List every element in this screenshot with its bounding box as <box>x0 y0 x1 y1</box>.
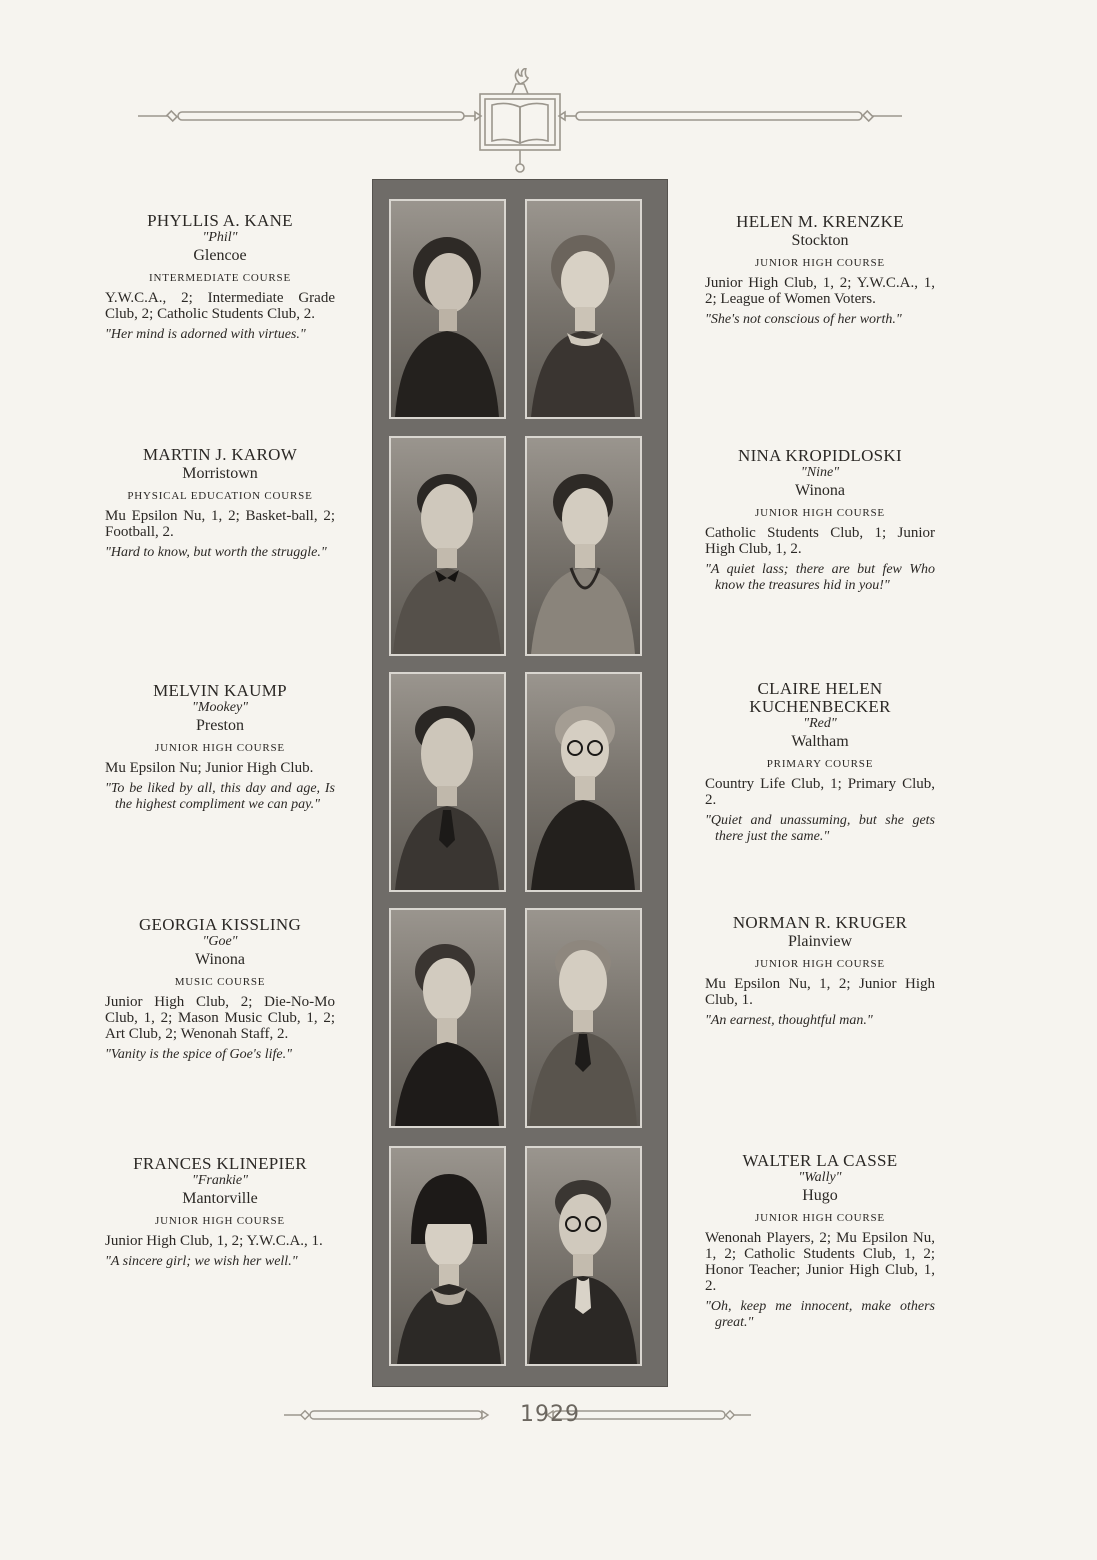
student-entry <box>105 682 335 813</box>
student-nickname: "Frankie" <box>191 1173 249 1188</box>
student-nickname: "Mookey" <box>191 700 249 715</box>
student-course: JUNIOR HIGH COURSE <box>755 507 885 519</box>
portrait-photo-claire-kuchenbecker <box>525 672 642 892</box>
student-name: PHYLLIS A. KANE <box>147 211 293 230</box>
student-course: JUNIOR HIGH COURSE <box>755 257 885 269</box>
male-portrait-icon <box>527 910 640 1126</box>
student-nickname: "Phil" <box>202 230 238 245</box>
student-name: NORMAN R. KRUGER <box>732 913 908 932</box>
student-hometown: Waltham <box>791 733 849 750</box>
student-activities: Y.W.C.A., 2; Intermediate Grade Club, 2; Catholic Students Club, 2. <box>105 290 335 322</box>
student-entry <box>105 446 335 561</box>
student-hometown: Plainview <box>788 933 852 950</box>
student-course: JUNIOR HIGH COURSE <box>155 1215 285 1227</box>
student-quote: "She's not conscious of her worth." <box>705 312 902 327</box>
student-activities: Junior High Club, 1, 2; Y.W.C.A., 1, 2; League of Women Voters. <box>705 275 935 307</box>
student-entry <box>105 916 335 1063</box>
student-name: CLAIRE HELEN KUCHENBECKER <box>749 679 891 716</box>
male-portrait-icon <box>391 674 504 890</box>
student-name: GEORGIA KISSLING <box>138 915 302 934</box>
header-ornament <box>130 68 910 174</box>
student-hometown: Hugo <box>802 1187 838 1204</box>
student-quote: "Quiet and unassuming, but she gets there just the same." <box>705 813 935 844</box>
student-entry <box>705 914 935 1029</box>
portrait-photo-melvin-kaump <box>389 672 506 892</box>
portrait-photo-phyllis-kane <box>389 199 506 419</box>
student-name: HELEN M. KRENZKE <box>736 212 904 231</box>
student-name: WALTER LA CASSE <box>742 1151 898 1170</box>
portrait-photo-nina-kropidloski <box>525 436 642 656</box>
student-activities: Catholic Students Club, 1; Junior High Club, 1, 2. <box>705 525 935 557</box>
portrait-photo-georgia-kissling <box>389 908 506 1128</box>
student-activities: Wenonah Players, 2; Mu Epsilon Nu, 1, 2; Catholic Students Club, 1, 2; Honor Teacher; Junior High Club, 1, 2. <box>705 1230 935 1294</box>
student-nickname: "Wally" <box>798 1170 842 1185</box>
student-course: INTERMEDIATE COURSE <box>148 272 291 284</box>
female-portrait-icon <box>527 674 640 890</box>
male-portrait-icon <box>391 438 504 654</box>
student-course: MUSIC COURSE <box>174 976 266 988</box>
student-nickname: "Goe" <box>202 934 238 949</box>
student-hometown: Mantorville <box>182 1190 258 1207</box>
portrait-photo-walter-la-casse <box>525 1146 642 1366</box>
student-entry <box>705 680 935 845</box>
student-nickname: "Nine" <box>800 465 840 480</box>
female-portrait-icon <box>391 910 504 1126</box>
student-activities: Mu Epsilon Nu; Junior High Club. <box>105 760 314 776</box>
student-name: MELVIN KAUMP <box>153 681 287 700</box>
student-hometown: Morristown <box>182 465 258 482</box>
male-portrait-icon <box>527 1148 640 1364</box>
student-activities: Country Life Club, 1; Primary Club, 2. <box>705 776 935 808</box>
student-quote: "A sincere girl; we wish her well." <box>105 1254 298 1269</box>
student-quote: "Her mind is adorned with virtues." <box>105 327 306 342</box>
student-entry <box>105 212 335 343</box>
student-activities: Junior High Club, 1, 2; Y.W.C.A., 1. <box>105 1233 323 1249</box>
portrait-photo-martin-karow <box>389 436 506 656</box>
portrait-photo-norman-kruger <box>525 908 642 1128</box>
student-course: JUNIOR HIGH COURSE <box>755 958 885 970</box>
student-hometown: Winona <box>794 482 845 499</box>
female-portrait-icon <box>527 438 640 654</box>
student-hometown: Glencoe <box>193 247 247 264</box>
student-nickname: "Red" <box>803 716 837 731</box>
page-year: 1929 <box>520 1402 580 1427</box>
student-entry <box>105 1155 335 1270</box>
student-hometown: Winona <box>194 951 245 968</box>
student-entry <box>705 213 935 328</box>
student-quote: "To be liked by all, this day and age, Is the highest compliment we can pay." <box>105 781 335 812</box>
student-quote: "A quiet lass; there are but few Who know the treasures hid in you!" <box>705 562 935 593</box>
female-portrait-icon <box>391 1148 504 1364</box>
student-course: JUNIOR HIGH COURSE <box>755 1212 885 1224</box>
student-quote: "Hard to know, but worth the struggle." <box>105 545 327 560</box>
student-activities: Mu Epsilon Nu, 1, 2; Basket-ball, 2; Football, 2. <box>105 508 335 540</box>
student-name: NINA KROPIDLOSKI <box>738 446 902 465</box>
student-course: JUNIOR HIGH COURSE <box>155 742 285 754</box>
student-hometown: Stockton <box>791 232 849 249</box>
student-quote: "An earnest, thoughtful man." <box>705 1013 873 1028</box>
student-entry <box>705 1152 935 1331</box>
student-course: PRIMARY COURSE <box>766 758 874 770</box>
student-name: MARTIN J. KAROW <box>142 445 298 464</box>
female-portrait-icon <box>391 201 504 417</box>
portrait-photo-frances-klinepier <box>389 1146 506 1366</box>
student-activities: Junior High Club, 2; Die-No-Mo Club, 1, 2; Mason Music Club, 1, 2; Art Club, 2; Wenonah Staff, 2. <box>105 994 335 1042</box>
student-entry <box>705 447 935 594</box>
portrait-photo-helen-krenzke <box>525 199 642 419</box>
student-quote: "Oh, keep me innocent, make others great." <box>705 1299 935 1330</box>
student-hometown: Preston <box>196 717 244 734</box>
female-portrait-icon <box>527 201 640 417</box>
student-course: PHYSICAL EDUCATION COURSE <box>127 490 313 502</box>
student-quote: "Vanity is the spice of Goe's life." <box>105 1047 292 1062</box>
student-activities: Mu Epsilon Nu, 1, 2; Junior High Club, 1. <box>705 976 935 1008</box>
student-name: FRANCES KLINEPIER <box>133 1154 307 1173</box>
